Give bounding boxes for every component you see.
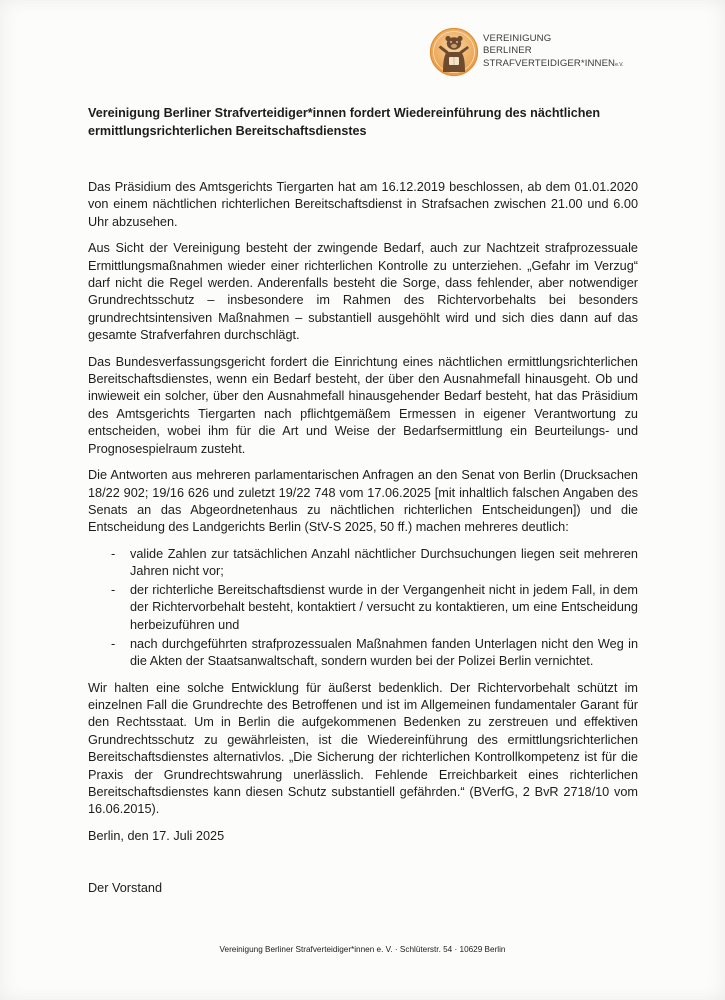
logo-suffix: e.V. [615,61,624,68]
emblem-bear-eye-right [456,41,458,43]
logo-line-3-text: STRAFVERTEIDIGER*INNEN [483,57,616,69]
findings-list [88,546,638,671]
paragraph-2: Aus Sicht der Vereinigung besteht der zwingende Bedarf, auch zur Nachtzeit strafprozessuale Ermittlungsmaßnahmen wieder einer richterlichen Kontrolle zu unterziehen. „Gefahr im Verzug“ darf nicht die Regel werden. Anderenfalls besteht die Sorge, dass fehlender, aber notwendiger Grundrechtsschutz – insbesondere im Rahmen des Richtervorbehalts bei besonders grundrechtsintensiven Maßnahmen – substantiell ausgehöhlt wird und sich dies dann auf das gesamte Strafverfahren durchschlägt. [88,241,638,343]
list-item [88,636,638,671]
list-bullet: - [111,636,116,651]
logo-line-3 [483,58,624,72]
paragraph-3: Das Bundesverfassungsgericht fordert die Einrichtung eines nächtlichen ermittlungsrichterlichen Bereitschaftsdienstes, wenn ein Bedarf besteht, der über den Ausnahmefall hinausgeht. Ob und inwieweit ein solcher, über den Ausnahmefall hinausgehender Bedarf besteht, hat das Präsidium des Amtsgerichts Tiergarten nach pflichtgemäßem Ermessen in eigener Verantwortung zu entscheiden, wobei ihm für die Art und Weise der Bedarfsermittlung ein Beurteilungs- und Prognosespielraum zusteht. [88,354,638,456]
document-body [88,179,638,898]
list-bullet: - [111,583,116,598]
place-date: Berlin, den 17. Juli 2025 [88,828,225,843]
footer-address: Vereinigung Berliner Strafverteidiger*innen e. V. · Schlüterstr. 54 · 10629 Berlin [219,945,506,954]
list-bullet: - [111,546,116,561]
list-item-text: der richterliche Bereitschaftsdienst wurde in der Vergangenheit nicht in jedem Fall, in dem der Richtervorbehalt besteht, kontaktiert / versucht zu kontaktieren, um eine Entscheidung herbeizuführen und [130,583,638,632]
logo-line-1: VEREINIGUNG [483,32,552,44]
list-item-text: valide Zahlen zur tatsächlichen Anzahl nächtlicher Durchsuchungen liegen seit mehreren Jahren nicht vor; [130,546,638,579]
paragraph-1: Das Präsidium des Amtsgerichts Tiergarten hat am 16.12.2019 beschlossen, ab dem 01.01.2020 von einem nächtlichen richterlichen Bereitschaftsdienst in Strafsachen zwischen 21.00 und 6.00 Uhr abzusehen. [88,180,638,229]
document-title: Vereinigung Berliner Strafverteidiger*innen fordert Wiedereinführung des nächtlichen ermittlungsrichterlichen Bereitschaftsdienstes [88,106,601,138]
emblem-bear-eye-left [450,41,452,43]
association-logo [429,27,624,77]
paragraph-4: Die Antworten aus mehreren parlamentarischen Anfragen an den Senat von Berlin (Drucksachen 18/22 902; 19/16 626 und zuletzt 19/22 748 vom 17.06.2025 [mit inhaltlich falschen Angaben des Senats an das Abgeordnetenhaus zu nächtlichen richterlichen Entscheidungen]) und die Entscheidung des Landgerichts Berlin (StV-S 2025, 50 ff.) machen mehreres deutlich: [88,468,638,535]
list-item [88,582,638,634]
signature: Der Vorstand [88,881,163,896]
list-item [88,546,638,581]
logo-wordmark [483,33,624,72]
closing-paragraph: Wir halten eine solche Entwicklung für äußerst bedenklich. Der Richtervorbehalt schützt im einzelnen Fall die Grundrechte des Betroffenen und ist im Allgemeinen fundamentaler Garant für den Rechtsstaat. Um in Berlin die aufgekommenen Bedenken zu zerstreuen und effektiven Grundrechtsschutz zu gewährleisten, ist die Wiedereinführung des ermittlungsrichterlichen Bereitschaftsdienstes alternativlos. „Die Sicherung der richterlichen Kontrollkompetenz ist für die Praxis der Grundrechtswahrung unerlässlich. Fehlende Erreichbarkeit eines richterlichen Bereitschaftsdienstes kann diesen Schutz substantiell gefährden.“ (BVerfG, 2 BvR 2718/10 vom 16.06.2015). [88,680,638,817]
bear-emblem-icon [429,27,479,77]
emblem-bear-snout [451,44,457,48]
list-item-text: nach durchgeführten strafprozessualen Maßnahmen fanden Unterlagen nicht den Weg in die Akten der Staatsanwaltschaft, sondern wurden bei der Polizei Berlin vernichtet. [130,636,638,669]
logo-line-2: BERLINER [483,45,532,57]
